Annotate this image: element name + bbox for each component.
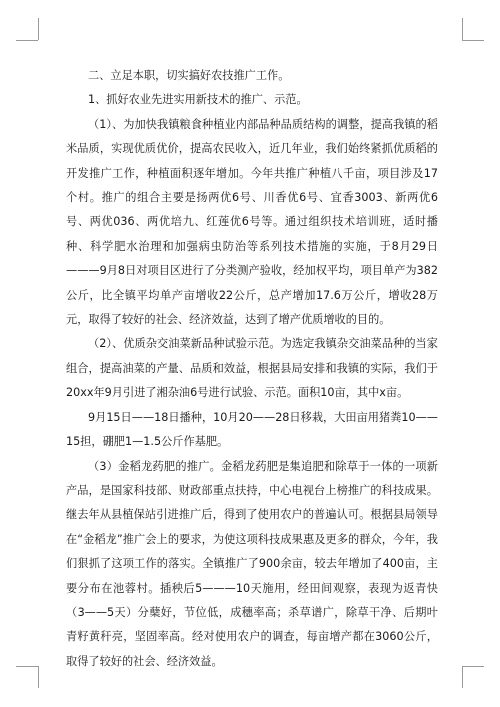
body-paragraph: （1）、为加快我镇粮食种植业内部品种品质结构的调整，提高我镇的稻米品质，实现优质优价，提高农民收入，近几年业，我们始终紧抓优质稻的开发推广工作，种植面积逐年增加。今年共推广种植八千亩，项目涉及17个村。推广的组合主要是扬两优6号、川香优6号、宜香3003、新两优6号、两优036、两优培九、红莲优6号等。通过组织技术培训班，适时播种、科学肥水治理和加强病虫防治等系列技术措施的实施，于8月29日———9月8日对项目区进行了分类测产验收，经加权平均，项目单产为382公斤，比全镇平均单产亩增收22公斤，总产增加17.6万公斤，增收28万元，取得了较好的社会、经济效益，达到了增产优质增收的目的。 (66, 117, 438, 327)
crop-mark-bottom-left (38, 666, 39, 688)
document-body (66, 64, 438, 674)
subsection-heading: 1、抓好农业先进实用新技术的推广、示范。 (88, 93, 308, 107)
crop-mark-top-left (16, 40, 38, 41)
crop-mark-top-left (38, 18, 39, 40)
section-heading: 二、立足本职，切实搞好农技推广工作。 (88, 69, 290, 82)
crop-mark-top-right (462, 18, 463, 40)
crop-mark-bottom-right (462, 666, 463, 688)
crop-mark-top-right (462, 40, 484, 41)
body-paragraph: 9月15日——18日播种，10月20——28日移栽，大田亩用猪粪10——15担，硼肥1—1.5公斤作基肥。 (66, 410, 438, 449)
crop-mark-bottom-left (16, 666, 38, 667)
body-paragraph: （2）、优质杂交油菜新品种试验示范。为选定我镇杂交油菜品种的当家组合，提高油菜的产量、品质和效益，根据县局安排和我镇的实际，我们于20xx年9月引进了湘杂油6号进行试验、示范。面积10亩，其中x亩。 (66, 337, 438, 400)
crop-mark-bottom-right (462, 666, 484, 667)
body-paragraph: （3）金稻龙药肥的推广。金稻龙药肥是集追肥和除草于一体的一项新产品，是国家科技部、财政部重点扶持，中心电视台上榜推广的科技成果。继去年从县植保站引进推广后，得到了使用农户的普遍认可。根据县局领导在“金稻龙”推广会上的要求，为使这项科技成果惠及更多的群众，今年，我们狠抓了这项工作的落实。全镇推广了900余亩，较去年增加了400亩，主要分布在池蓉村。插秧后5———10天施用，经田间观察，表现为返青快（3——5天）分蘖好，节位低，成穗率高；杀草谱广，除草干净、后期叶青籽黄秆亮，坚固率高。经对使用农户的调查，每亩增产都在3060公斤，取得了较好的社会、经济效益。 (66, 459, 438, 668)
